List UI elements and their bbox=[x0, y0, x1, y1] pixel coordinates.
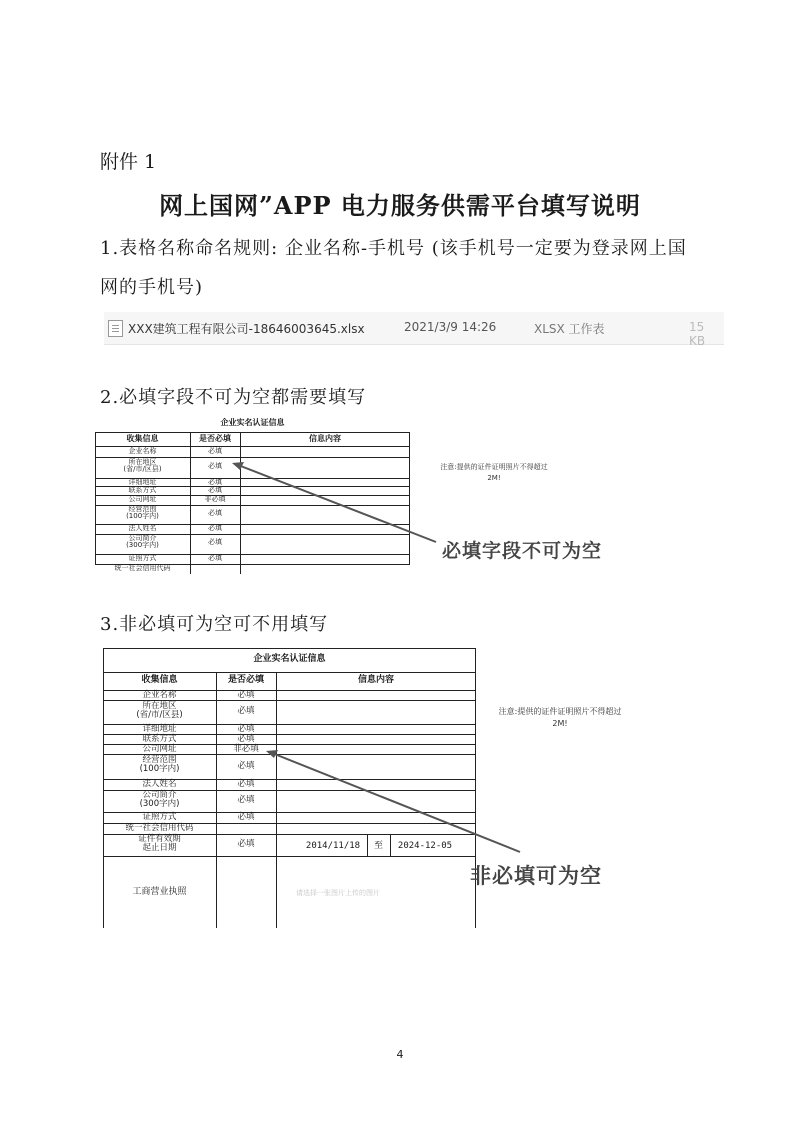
required-annotation: 必填字段不可为空 bbox=[442, 540, 603, 562]
table-row-label: 工商营业执照 bbox=[132, 887, 187, 897]
header-content: 信息内容 bbox=[309, 434, 341, 443]
file-name: XXX建筑工程有限公司-18646003645.xlsx bbox=[128, 322, 365, 336]
file-type: XLSX 工作表 bbox=[534, 322, 605, 336]
table-row-required: 非必填 bbox=[204, 495, 226, 503]
table-row-required: 必填 bbox=[237, 779, 255, 789]
table-row-required: 必填 bbox=[208, 478, 222, 486]
table-row-required: 必填 bbox=[237, 734, 255, 744]
table-row-label: 详细地址 bbox=[128, 478, 157, 486]
table-row-required: 必填 bbox=[237, 761, 255, 771]
validity-start-date: 2014/11/18 bbox=[305, 841, 361, 851]
table-row-required: 必填 bbox=[237, 812, 255, 822]
table-row-label: 企业名称 bbox=[128, 447, 157, 455]
size-limit-note: 注意:提供的证件证明照片不得超过 2M! bbox=[498, 707, 622, 728]
table-row-label: 公司简介 (300字内) bbox=[139, 790, 180, 809]
table-row-label: 统一社会信用代码 bbox=[125, 823, 194, 833]
header-required: 是否必填 bbox=[227, 675, 264, 685]
table-title: 企业实名认证信息 bbox=[220, 418, 285, 427]
validity-separator: 至 bbox=[373, 841, 383, 851]
table-row-label: 联系方式 bbox=[128, 486, 157, 494]
table-row-required: 必填 bbox=[208, 509, 222, 517]
table-row-required: 必填 bbox=[237, 724, 255, 734]
table-row-label: 所在地区 (省/市/区县) bbox=[123, 458, 162, 474]
table-row-label: 企业名称 bbox=[142, 690, 177, 700]
table-row-label: 证件有效期 起止日期 bbox=[138, 834, 181, 853]
table-row-required-optional: 非必填 bbox=[233, 744, 259, 754]
document-title: 网上国网”APP 电力服务供需平台填写说明 bbox=[159, 191, 641, 220]
table-row-label: 所在地区 (省/市/区县) bbox=[136, 701, 183, 720]
file-size: 15 KB bbox=[689, 320, 706, 348]
table-title: 企业实名认证信息 bbox=[253, 654, 326, 664]
header-collect-info: 收集信息 bbox=[141, 675, 178, 685]
table-row-label: 公司网址 bbox=[142, 744, 177, 754]
optional-annotation: 非必填可为空 bbox=[470, 864, 602, 888]
table-row-required: 必填 bbox=[237, 795, 255, 805]
table-row-required: 必填 bbox=[208, 462, 222, 470]
table-row-label: 公司简介 (300字内) bbox=[126, 534, 159, 550]
table-row-label: 法人姓名 bbox=[142, 779, 177, 789]
attachment-label: 附件 1 bbox=[100, 151, 157, 173]
rule2-heading: 2.必填字段不可为空都需要填写 bbox=[100, 387, 367, 408]
table-row-label: 联系方式 bbox=[142, 734, 177, 744]
license-upload-hint: 请选择一张图片上传的图片 bbox=[296, 889, 380, 897]
table-row-label: 证照方式 bbox=[128, 554, 157, 562]
table-row-label: 统一社会信用代码 bbox=[114, 564, 171, 572]
header-collect-info: 收集信息 bbox=[126, 434, 159, 443]
table-row-label: 详细地址 bbox=[142, 724, 177, 734]
table-row-label: 证照方式 bbox=[142, 812, 177, 822]
header-required: 是否必填 bbox=[199, 434, 231, 443]
table-row-required: 必填 bbox=[208, 524, 222, 532]
table-row-required: 必填 bbox=[208, 554, 222, 562]
table-row-required: 必填 bbox=[237, 690, 255, 700]
table-row-required: 必填 bbox=[237, 706, 255, 716]
rule3-heading: 3.非必填可为空可不用填写 bbox=[100, 614, 329, 635]
table-row-required: 必填 bbox=[208, 486, 222, 494]
rule1-text-line2: 网的手机号) bbox=[100, 277, 204, 298]
table-row-label: 法人姓名 bbox=[128, 524, 157, 532]
table-row-label: 经营范围 (100字内) bbox=[126, 505, 159, 521]
table-row-label: 公司网址 bbox=[128, 495, 157, 503]
validity-end-date: 2024-12-05 bbox=[397, 841, 453, 851]
size-limit-note: 注意:提供的证件证明照片不得超过 2M! bbox=[440, 463, 548, 482]
page-number: 4 bbox=[396, 1048, 404, 1061]
header-content: 信息内容 bbox=[357, 675, 394, 685]
table-row-required: 必填 bbox=[208, 538, 222, 546]
table-row-label: 经营范围 (100字内) bbox=[139, 755, 180, 774]
file-modified-date: 2021/3/9 14:26 bbox=[404, 320, 497, 334]
rule1-text-line1: 1.表格名称命名规则: 企业名称-手机号 (该手机号一定要为登录网上国 bbox=[100, 238, 687, 259]
table-row-required: 必填 bbox=[237, 839, 255, 849]
table-row-required: 必填 bbox=[208, 447, 222, 455]
